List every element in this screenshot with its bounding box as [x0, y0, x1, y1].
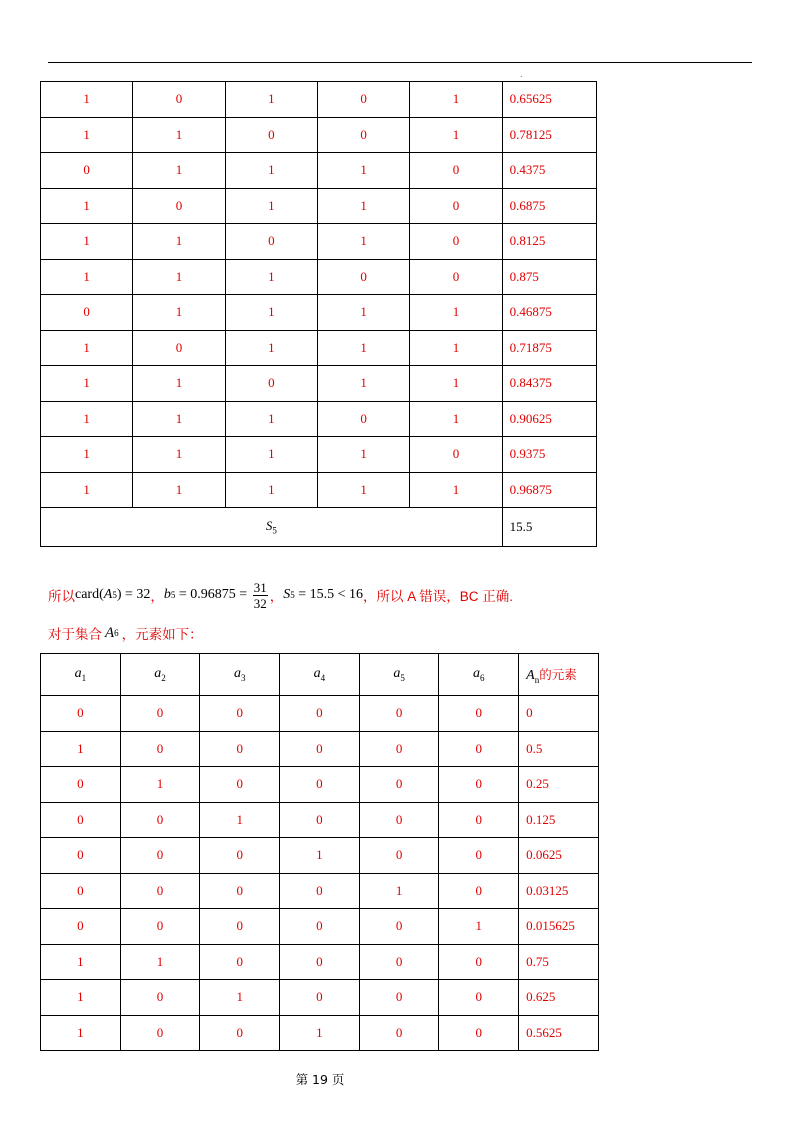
- s-sub: 5: [290, 590, 295, 600]
- value-cell: 0.96875: [502, 472, 596, 508]
- bit-cell: 0: [200, 909, 280, 945]
- table-row: [41, 767, 599, 803]
- bit-cell: 1: [317, 295, 409, 331]
- table-a6-header-row: [41, 654, 599, 696]
- bit-cell: 0: [280, 731, 360, 767]
- s-expr: = 15.5 < 16: [294, 587, 363, 602]
- set-symbol: [105, 625, 119, 642]
- value-cell: 0.8125: [502, 224, 596, 260]
- table-a6-body: [41, 696, 599, 1051]
- sep-1: ，: [150, 589, 164, 605]
- bit-cell: 0: [225, 224, 317, 260]
- header-a1: [41, 654, 121, 696]
- bit-cell: 1: [41, 188, 133, 224]
- b-fraction: [253, 580, 268, 611]
- bit-cell: 1: [225, 295, 317, 331]
- header-a3: [200, 654, 280, 696]
- bit-cell: 1: [200, 980, 280, 1016]
- bit-cell: 1: [133, 295, 225, 331]
- bit-cell: 1: [41, 82, 133, 118]
- header-sub: 1: [81, 672, 87, 683]
- bit-cell: 1: [225, 330, 317, 366]
- bit-cell: 0: [280, 767, 360, 803]
- bit-cell: 0: [280, 696, 360, 732]
- value-cell: 0.65625: [502, 82, 596, 118]
- bit-cell: 1: [410, 295, 502, 331]
- bit-cell: 0: [200, 873, 280, 909]
- header-sub: 5: [400, 672, 405, 683]
- header-var: a: [393, 666, 401, 682]
- table-row: [41, 224, 597, 260]
- table-row: [41, 366, 597, 402]
- table-a5: [40, 81, 597, 547]
- table-row: [41, 295, 597, 331]
- value-cell: 0.5625: [519, 1015, 599, 1051]
- table-row: [41, 731, 599, 767]
- value-cell: 0.90625: [502, 401, 596, 437]
- set-var: A: [105, 624, 115, 641]
- bit-cell: 1: [133, 401, 225, 437]
- value-cell: 0.78125: [502, 117, 596, 153]
- table-a5-body: [41, 82, 597, 508]
- bit-cell: 0: [439, 696, 519, 732]
- bit-cell: 0: [280, 802, 360, 838]
- bit-cell: 0: [41, 838, 121, 874]
- bit-cell: 1: [317, 472, 409, 508]
- b-numerator: 31: [253, 579, 267, 595]
- bit-cell: 1: [41, 330, 133, 366]
- bit-cell: 0: [439, 980, 519, 1016]
- bit-cell: 1: [133, 224, 225, 260]
- value-cell: 0.5: [519, 731, 599, 767]
- table-row: [41, 696, 599, 732]
- header-sub: 2: [161, 672, 166, 683]
- bit-cell: 1: [410, 472, 502, 508]
- bit-cell: 0: [200, 1015, 280, 1051]
- card-arg: A: [103, 587, 113, 602]
- bit-cell: 1: [41, 401, 133, 437]
- section-title: [48, 623, 203, 643]
- header-sub: 4: [320, 672, 326, 683]
- sum-subscript: 5: [272, 525, 277, 536]
- bit-cell: 0: [280, 909, 360, 945]
- bit-cell: 0: [200, 731, 280, 767]
- conclusion-line: [48, 575, 788, 615]
- value-cell: 0.625: [519, 980, 599, 1016]
- bit-cell: 1: [120, 944, 200, 980]
- value-cell: 0.75: [519, 944, 599, 980]
- bit-cell: 0: [41, 295, 133, 331]
- bit-cell: 1: [133, 259, 225, 295]
- bit-cell: 0: [410, 437, 502, 473]
- header-sub: 6: [480, 672, 485, 683]
- bit-cell: 1: [225, 82, 317, 118]
- bit-cell: 1: [120, 767, 200, 803]
- value-cell: 0.125: [519, 802, 599, 838]
- bit-cell: 1: [41, 472, 133, 508]
- bit-cell: 1: [133, 117, 225, 153]
- bit-cell: 1: [41, 731, 121, 767]
- b-var: b: [163, 587, 171, 602]
- bit-cell: 1: [133, 472, 225, 508]
- bit-cell: 0: [120, 909, 200, 945]
- bit-cell: 0: [280, 944, 360, 980]
- bit-cell: 1: [359, 873, 439, 909]
- bit-cell: 1: [41, 117, 133, 153]
- bit-cell: 0: [120, 838, 200, 874]
- sum-value-cell: 15.5: [502, 508, 596, 547]
- bit-cell: 0: [317, 82, 409, 118]
- bit-cell: 1: [410, 366, 502, 402]
- bit-cell: 0: [359, 909, 439, 945]
- bit-cell: 0: [41, 802, 121, 838]
- conclusion-lead: 所以: [48, 589, 75, 604]
- bit-cell: 0: [41, 696, 121, 732]
- bit-cell: 0: [359, 802, 439, 838]
- bit-cell: 0: [439, 1015, 519, 1051]
- bit-cell: 0: [439, 873, 519, 909]
- bit-cell: 1: [41, 259, 133, 295]
- header-a4: [280, 654, 360, 696]
- header-var: a: [74, 666, 82, 682]
- b-expression: [164, 580, 270, 611]
- value-cell: 0.015625: [519, 909, 599, 945]
- bit-cell: 0: [200, 767, 280, 803]
- value-cell: 0.71875: [502, 330, 596, 366]
- bit-cell: 0: [317, 401, 409, 437]
- table-row: [41, 802, 599, 838]
- bit-cell: 1: [280, 1015, 360, 1051]
- bit-cell: 1: [317, 366, 409, 402]
- bit-cell: 1: [225, 472, 317, 508]
- bit-cell: 1: [225, 153, 317, 189]
- value-cell: 0.03125: [519, 873, 599, 909]
- bit-cell: 0: [120, 980, 200, 1016]
- bit-cell: 1: [439, 909, 519, 945]
- header-rule: [48, 62, 752, 63]
- value-cell: 0: [519, 696, 599, 732]
- bit-cell: 0: [317, 117, 409, 153]
- bit-cell: 1: [41, 224, 133, 260]
- bit-cell: 0: [439, 802, 519, 838]
- header-elements-label: 的元素: [539, 666, 577, 682]
- bit-cell: 0: [359, 767, 439, 803]
- bit-cell: 1: [133, 437, 225, 473]
- header-var: a: [473, 666, 481, 682]
- card-rhs: ) = 32: [116, 587, 151, 602]
- s-expression: [283, 587, 363, 603]
- set-sub: 6: [114, 628, 119, 638]
- bit-cell: 1: [410, 117, 502, 153]
- bit-cell: 0: [41, 909, 121, 945]
- bit-cell: 0: [359, 1015, 439, 1051]
- bit-cell: 1: [410, 82, 502, 118]
- header-set-var: A: [526, 667, 535, 683]
- table-row: [41, 1015, 599, 1051]
- value-cell: 0.84375: [502, 366, 596, 402]
- bit-cell: 0: [359, 696, 439, 732]
- bit-cell: 0: [410, 259, 502, 295]
- value-cell: 0.25: [519, 767, 599, 803]
- table-row: [41, 153, 597, 189]
- table-row: [41, 944, 599, 980]
- bit-cell: 1: [317, 224, 409, 260]
- bit-cell: 0: [359, 838, 439, 874]
- table-row: [41, 82, 597, 118]
- table-row: [41, 330, 597, 366]
- b-sub: 5: [170, 590, 176, 600]
- bit-cell: 1: [317, 188, 409, 224]
- bit-cell: 1: [410, 330, 502, 366]
- bit-cell: 1: [41, 980, 121, 1016]
- b-denominator: 32: [253, 595, 267, 611]
- value-cell: 0.4375: [502, 153, 596, 189]
- bit-cell: 0: [41, 153, 133, 189]
- bit-cell: 0: [280, 980, 360, 1016]
- header-var: a: [233, 666, 241, 682]
- value-cell: 0.46875: [502, 295, 596, 331]
- bit-cell: 1: [280, 838, 360, 874]
- bit-cell: 0: [280, 873, 360, 909]
- bit-cell: 0: [439, 731, 519, 767]
- header-set-sub: n: [534, 674, 540, 685]
- bit-cell: 0: [133, 82, 225, 118]
- table-row: [41, 838, 599, 874]
- header-a5: [359, 654, 439, 696]
- bit-cell: 1: [317, 437, 409, 473]
- table-row: [41, 259, 597, 295]
- bit-cell: 1: [200, 802, 280, 838]
- card-sub: 5: [112, 590, 117, 600]
- bit-cell: 0: [41, 767, 121, 803]
- bit-cell: 0: [133, 188, 225, 224]
- bit-cell: 0: [200, 696, 280, 732]
- bit-cell: 0: [120, 873, 200, 909]
- bit-cell: 1: [41, 366, 133, 402]
- header-elements: [519, 654, 599, 696]
- header-var: a: [154, 666, 162, 682]
- bit-cell: 0: [200, 838, 280, 874]
- page-number: 第 19 页: [295, 1072, 345, 1087]
- header-var: a: [313, 666, 321, 682]
- bit-cell: 1: [225, 437, 317, 473]
- card-func: card: [75, 587, 100, 602]
- bit-cell: 0: [225, 366, 317, 402]
- bit-cell: 0: [410, 224, 502, 260]
- bit-cell: 1: [133, 366, 225, 402]
- table-row: [41, 117, 597, 153]
- bit-cell: 0: [225, 117, 317, 153]
- header-a2: [120, 654, 200, 696]
- bit-cell: 1: [225, 401, 317, 437]
- conclusion-tail: ，所以 A 错误，BC 正确.: [362, 589, 514, 604]
- section-prefix: 对于集合: [48, 627, 102, 642]
- s-var: S: [283, 587, 291, 602]
- sum-label-cell: [41, 508, 503, 547]
- bit-cell: 0: [120, 731, 200, 767]
- section-suffix: ，元素如下：: [121, 627, 203, 642]
- bit-cell: 0: [359, 944, 439, 980]
- bit-cell: 0: [41, 873, 121, 909]
- bit-cell: 1: [133, 153, 225, 189]
- bit-cell: 1: [225, 188, 317, 224]
- table-row: [41, 401, 597, 437]
- table-row: [41, 980, 599, 1016]
- value-cell: 0.0625: [519, 838, 599, 874]
- bit-cell: 0: [120, 802, 200, 838]
- table-row: [41, 437, 597, 473]
- bit-cell: 1: [410, 401, 502, 437]
- bit-cell: 0: [439, 944, 519, 980]
- bit-cell: 1: [317, 330, 409, 366]
- value-cell: 0.6875: [502, 188, 596, 224]
- bit-cell: 1: [41, 1015, 121, 1051]
- sum-symbol: S: [265, 518, 273, 534]
- bit-cell: 0: [410, 153, 502, 189]
- bit-cell: 1: [41, 437, 133, 473]
- table-row: [41, 188, 597, 224]
- bit-cell: 0: [317, 259, 409, 295]
- b-expr: = 0.96875 =: [175, 587, 251, 602]
- header-dot: .: [520, 70, 523, 79]
- bit-cell: 0: [359, 731, 439, 767]
- value-cell: 0.9375: [502, 437, 596, 473]
- bit-cell: 0: [359, 980, 439, 1016]
- bit-cell: 0: [410, 188, 502, 224]
- bit-cell: 1: [317, 153, 409, 189]
- value-cell: 0.875: [502, 259, 596, 295]
- bit-cell: 1: [225, 259, 317, 295]
- table-row: [41, 873, 599, 909]
- header-a6: [439, 654, 519, 696]
- bit-cell: 0: [200, 944, 280, 980]
- bit-cell: 0: [133, 330, 225, 366]
- bit-cell: 0: [439, 838, 519, 874]
- header-sub: 3: [240, 672, 246, 683]
- sep-2: ，: [269, 589, 284, 605]
- table-a6: [40, 653, 599, 1051]
- card-expression: card ( A 5 ) = 32: [75, 587, 151, 602]
- bit-cell: 0: [120, 1015, 200, 1051]
- bit-cell: 1: [41, 944, 121, 980]
- bit-cell: 0: [439, 767, 519, 803]
- table-row: [41, 472, 597, 508]
- bit-cell: 0: [120, 696, 200, 732]
- table-row: [41, 909, 599, 945]
- table-a5-sum-row: [41, 508, 597, 547]
